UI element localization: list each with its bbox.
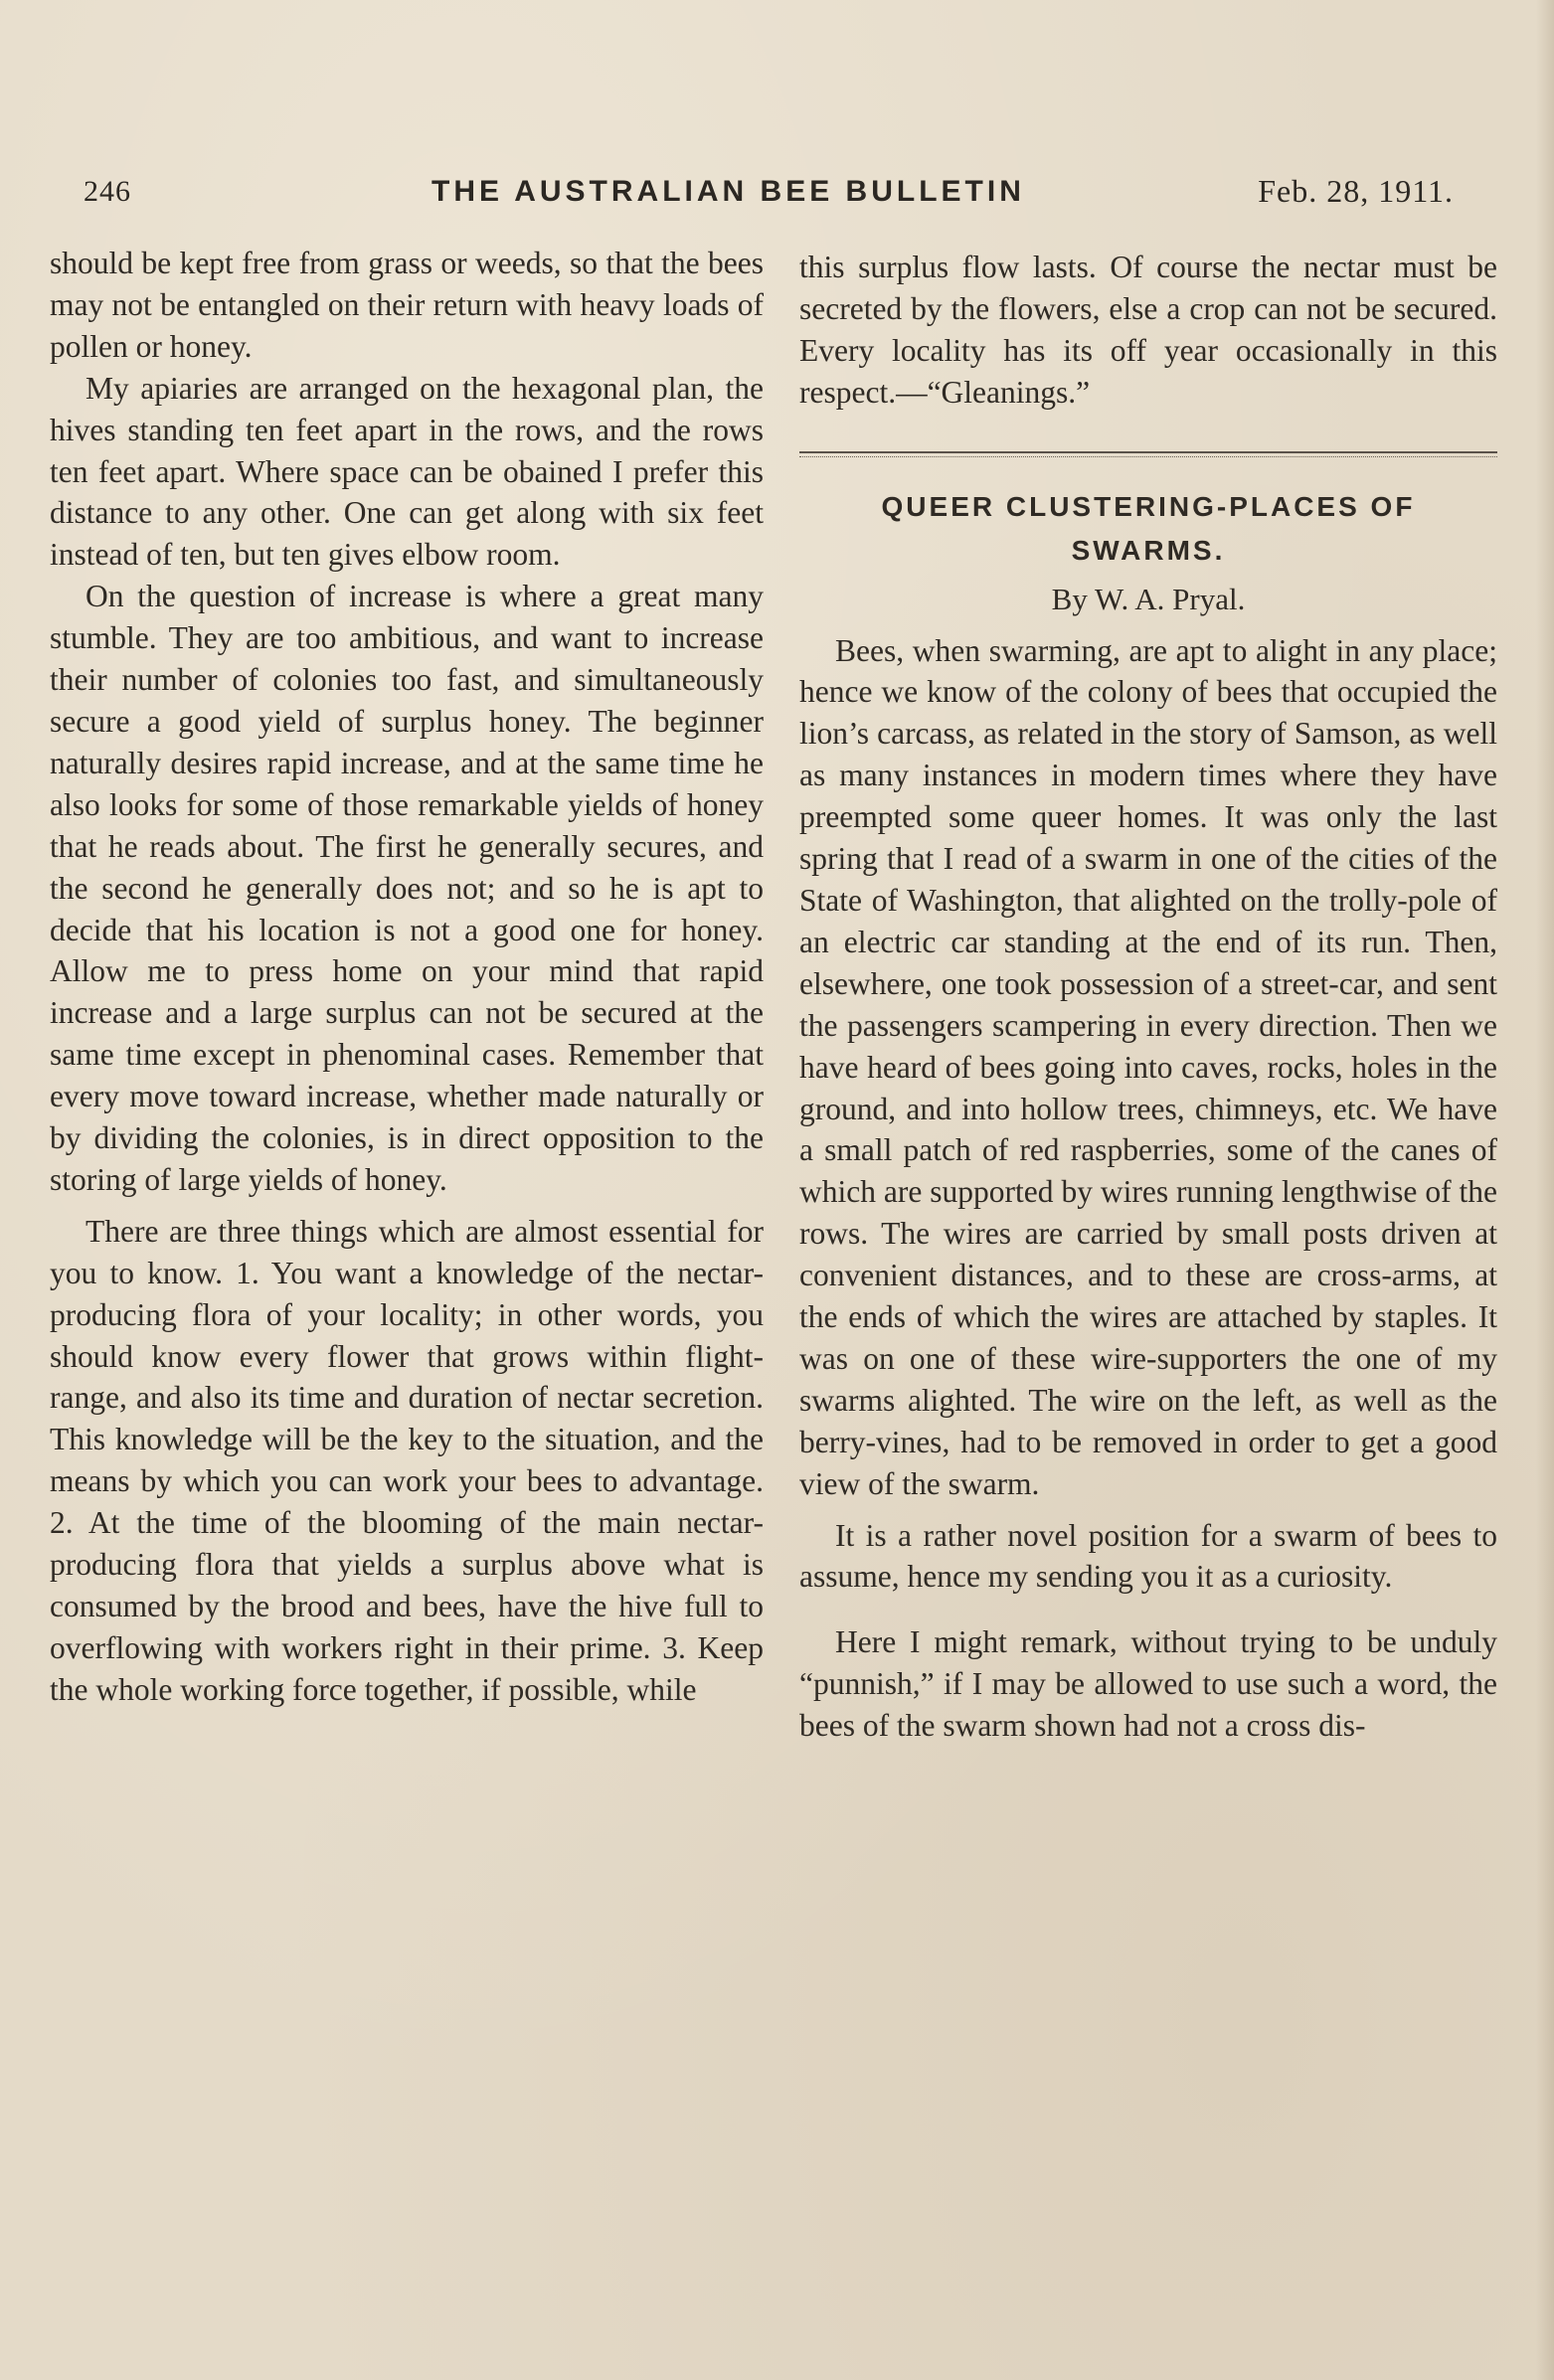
right-column xyxy=(799,247,1497,1747)
page-edge-shadow xyxy=(1536,0,1554,2380)
paragraph: On the question of increase is where a great many stumble. They are too ambitious, and want to increase their number of colonies too fast, and simultaneously secure a good yield of surplus honey. The beginner naturally desires rapid increase, and at the same time he also looks for some of those remarkable yields of honey that he reads about. The first he generally secures, and the second he generally does not; and so he is apt to decide that his location is not a good one for honey. Allow me to press home on your mind that rapid increase and a large surplus can not be secured at the same time except in phenominal cases. Remember that every move toward increase, whether made naturally or by dividing the colonies, is in direct opposition to the storing of large yields of honey. xyxy=(50,579,764,1197)
running-header xyxy=(84,171,1454,219)
issue-date: Feb. 28, 1911. xyxy=(1258,173,1454,209)
paragraph: There are three things which are almost essential for you to know. 1. You want a knowledge of the nectar-producing flora of your locality; in other words, you should know every flower that grows within flight-range, and also its time and duration of nectar secretion. This knowledge will be the key to the situation, and the means by which you can work your bees to advantage. 2. At the time of the blooming of the main nectar-producing flora that yields a surplus above what is consumed by the brood and bees, have the hive full to overflowing with workers right in their prime. 3. Keep the whole working force together, if possible, while xyxy=(50,1213,764,1707)
paragraph: It is a rather novel position for a swarm of bees to assume, hence my sending you it as a curiosity. xyxy=(799,1517,1497,1595)
left-column xyxy=(50,243,764,1711)
section-divider xyxy=(799,451,1497,457)
article-title: QUEER CLUSTERING-PLACES OF SWARMS. xyxy=(881,490,1416,566)
page-number: 246 xyxy=(84,175,131,208)
paragraph: Here I might remark, without trying to be unduly “punnish,” if I may be allowed to use such a word, the bees of the swarm shown had not a cross dis- xyxy=(799,1624,1497,1744)
byline: By W. A. Pryal. xyxy=(1051,581,1246,616)
journal-title: THE AUSTRALIAN BEE BULLETIN xyxy=(432,175,1025,208)
paragraph-continuation: this surplus flow lasts. Of course the nectar must be secreted by the flowers, else a crop can not be secured. Every locality has its off year occasionally in this respect.—“Gleanings.” xyxy=(799,250,1497,410)
paragraph: My apiaries are arranged on the hexagonal plan, the hives standing ten feet apart in the rows, and the rows ten feet apart. Where space can be obained I prefer this distance to any other. One can get along with six feet instead of ten, but ten gives elbow room. xyxy=(50,370,764,573)
paragraph: should be kept free from grass or weeds, so that the bees may not be entangled on their return with heavy loads of pollen or honey. xyxy=(50,246,764,364)
paragraph: Bees, when swarming, are apt to alight in any place; hence we know of the colony of bees that occupied the lion’s carcass, as related in the story of Samson, as well as many instances in modern times where they have preempted some queer homes. It was only the last spring that I read of a swarm in one of the cities of the State of Washington, that alighted on the trolly-pole of an electric car standing at the end of its run. Then, elsewhere, one took possession of a street-car, and sent the passengers scampering in every direction. Then we have heard of bees going into caves, rocks, holes in the ground, and into hollow trees, chimneys, etc. We have a small patch of red raspberries, some of the canes of which are supported by wires running lengthwise of the rows. The wires are carried by small posts driven at convenient distances, and to these are cross-arms, at the ends of which the wires are attached by staples. It was on one of these wire-supporters the one of my swarms alighted. The wire on the left, as well as the berry-vines, had to be removed in order to get a good view of the swarm. xyxy=(799,632,1497,1501)
